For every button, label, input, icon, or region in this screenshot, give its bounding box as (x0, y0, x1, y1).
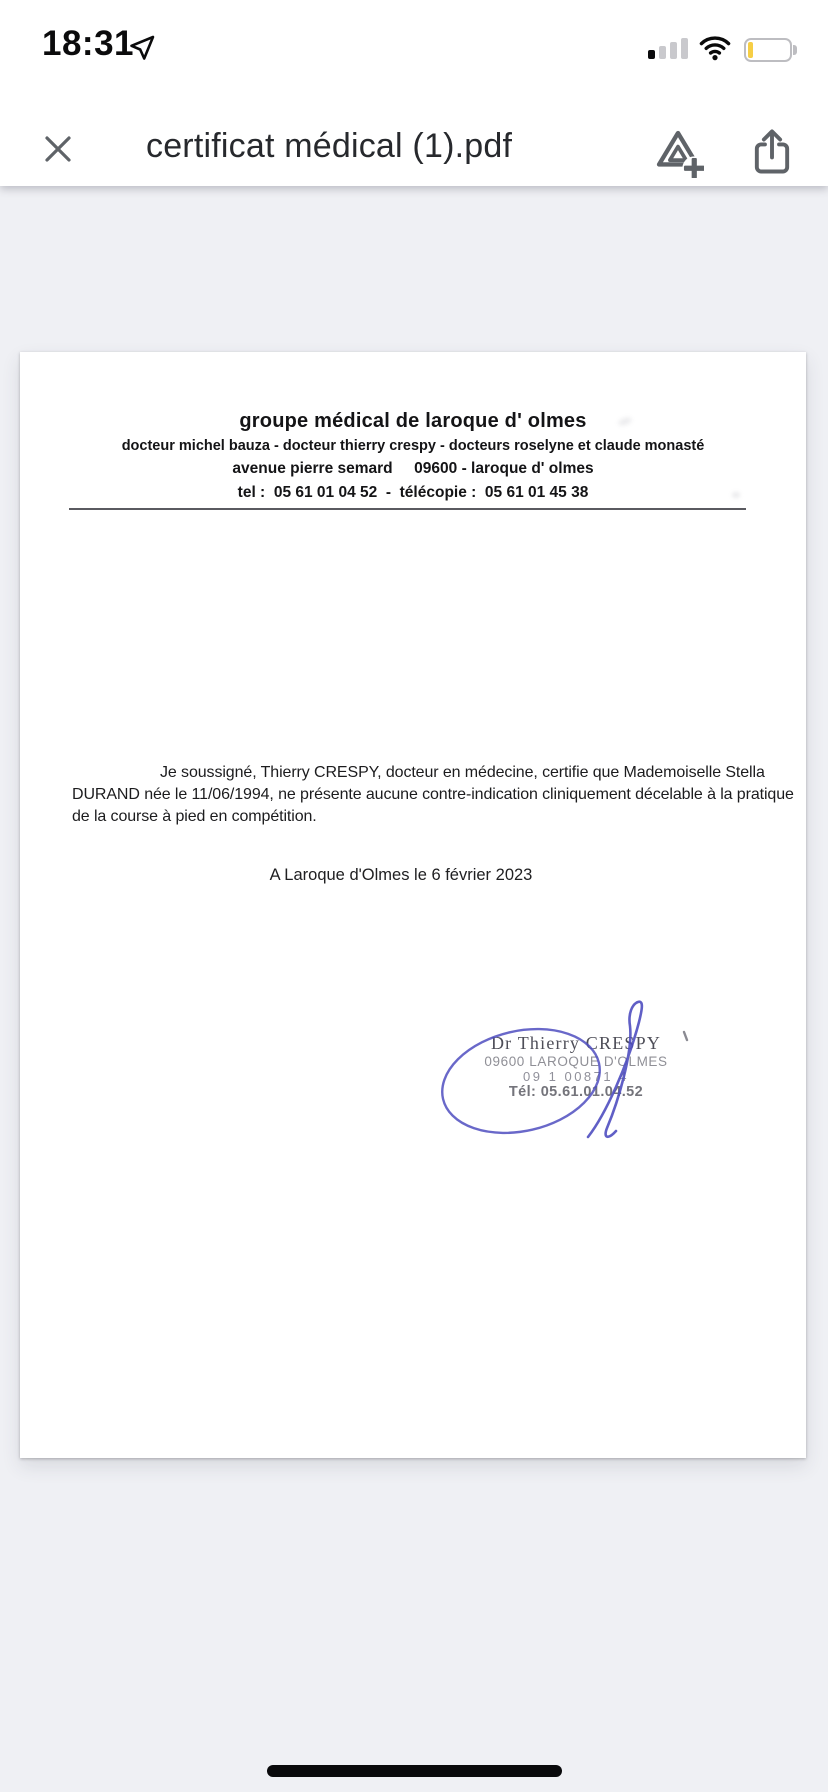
app-bar (0, 0, 828, 186)
add-to-drive-icon (652, 126, 704, 178)
battery-cap (793, 45, 797, 55)
phone-fax-line: tel : 05 61 01 04 52 - télécopie : 05 61 01 45 38 (237, 484, 589, 501)
stamp-registration-number: 09 1 00871 4 (523, 1069, 629, 1084)
battery-icon (744, 38, 792, 62)
add-to-drive-button[interactable] (652, 126, 704, 178)
share-button[interactable] (746, 126, 798, 178)
pdf-viewport[interactable] (0, 186, 828, 1792)
stamp-city: 09600 LAROQUE D'OLMES (484, 1054, 668, 1069)
doctors-line: docteur michel bauza - docteur thierry crespy - docteurs roselyne et claude monasté (121, 438, 705, 454)
certificate-body (72, 762, 794, 828)
clinic-name: groupe médical de laroque d' olmes (239, 410, 587, 432)
location-arrow-icon (128, 33, 158, 68)
letterhead (20, 410, 806, 502)
document-title: certificat médical (1).pdf (146, 127, 513, 165)
header-divider (69, 508, 746, 510)
wifi-icon (698, 36, 732, 66)
status-time: 18:31 (42, 24, 135, 63)
body-line-3: de la course à pied en compétition. (72, 808, 317, 825)
battery-level (748, 42, 753, 58)
close-button[interactable] (38, 130, 78, 170)
cell-signal-icon (648, 36, 689, 59)
scan-smudge (732, 492, 740, 498)
stamp-phone: Tél: 05.61.01.04.52 (508, 1084, 644, 1100)
body-line-2: DURAND née le 11/06/1994, ne présente aucune contre-indication cliniquement décelable à la pratique (72, 786, 794, 803)
pdf-page (20, 352, 806, 1458)
stamp-doctor-name: Dr Thierry CRESPY (490, 1033, 662, 1053)
date-place-line: A Laroque d'Olmes le 6 février 2023 (269, 866, 533, 884)
address-line: avenue pierre semard 09600 - laroque d' olmes (232, 460, 594, 477)
home-indicator[interactable] (267, 1765, 562, 1777)
share-icon (746, 126, 798, 178)
body-line-1: Je soussigné, Thierry CRESPY, docteur en médecine, certifie que Mademoiselle Stella (160, 764, 765, 781)
doctor-stamp (420, 1033, 732, 1100)
close-icon (42, 133, 74, 165)
